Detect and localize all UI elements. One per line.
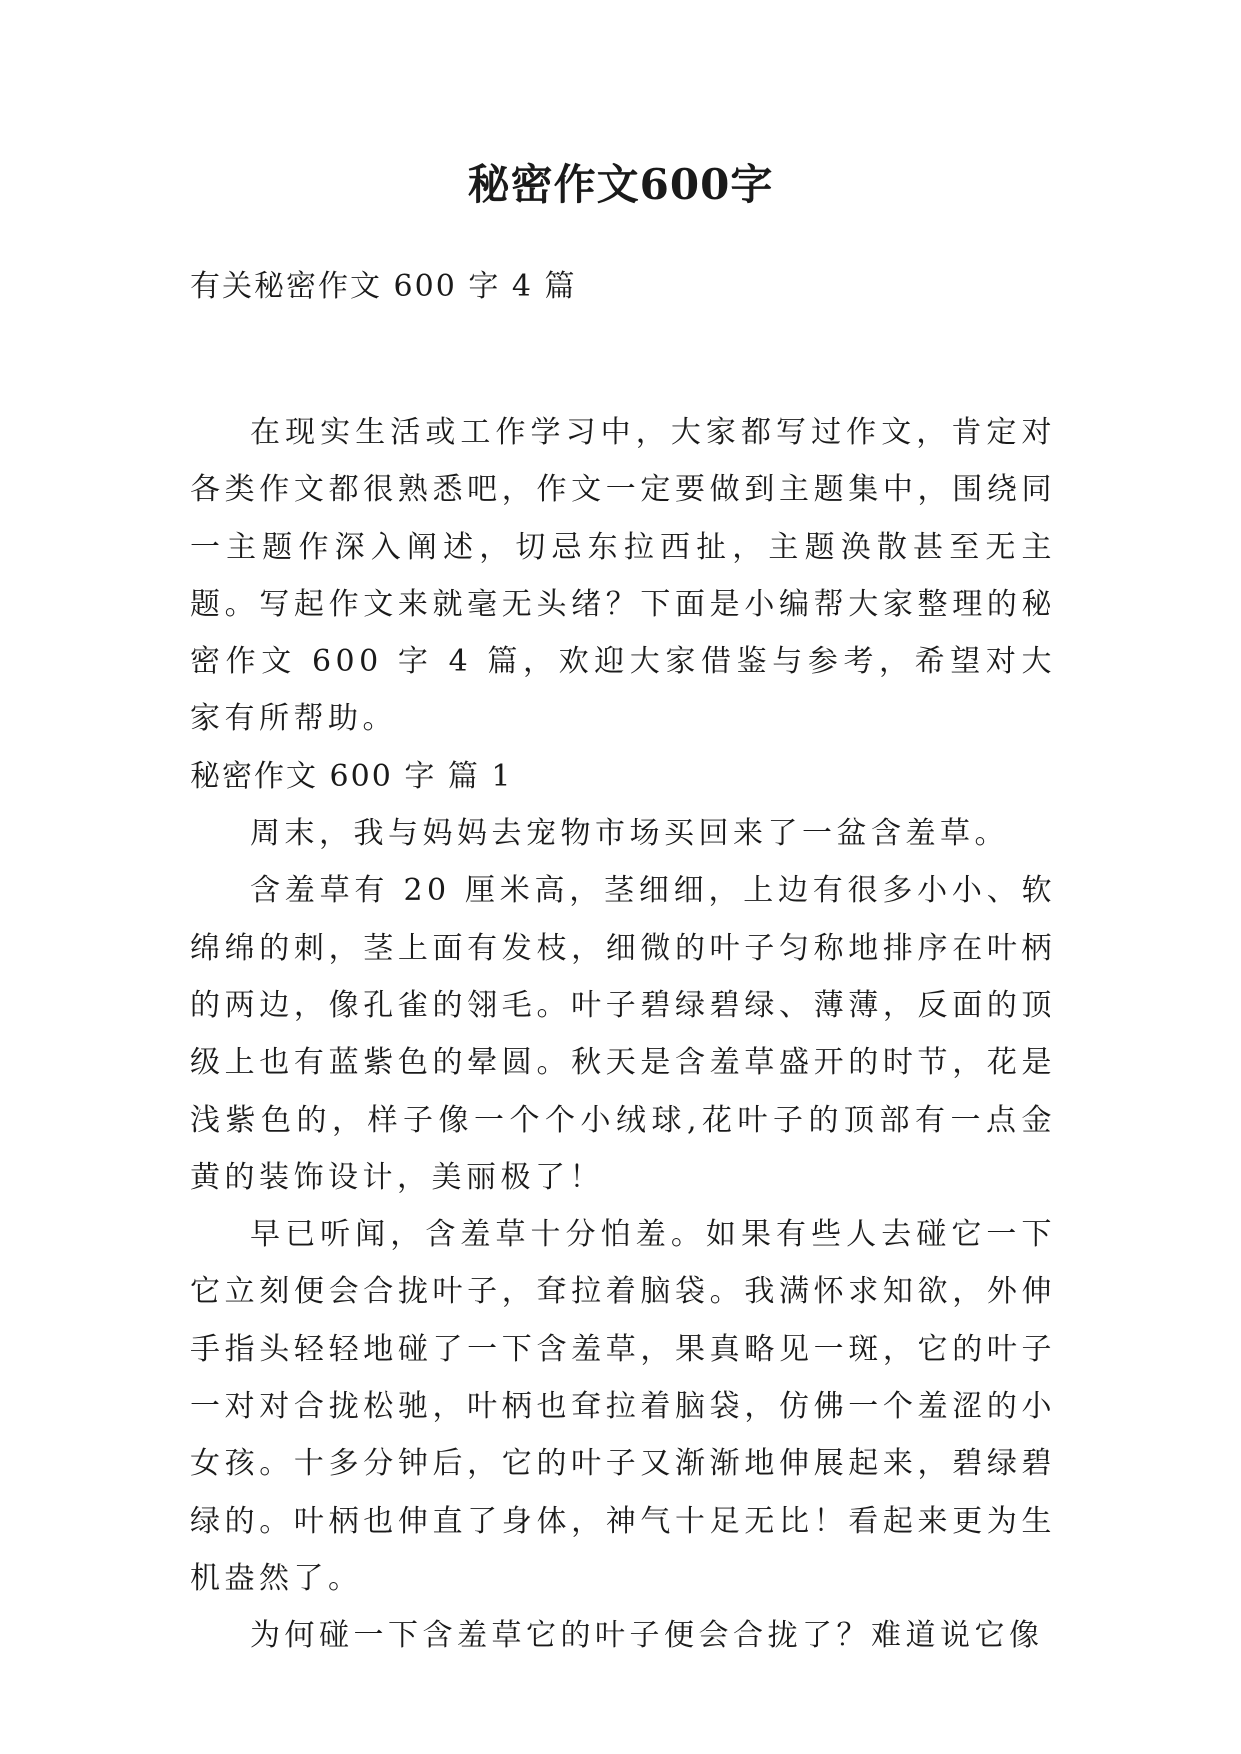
body-paragraph: 早已听闻，含羞草十分怕羞。如果有些人去碰它一下它立刻便会合拢叶子，耷拉着脑袋。我满怀求知欲，外伸手指头轻轻地碰了一下含羞草，果真略见一斑，它的叶子一对对合拢松驰，叶柄也耷拉着脑袋，仿佛一个羞涩的小女孩。十多分钟后，它的叶子又渐渐地伸展起来，碧绿碧绿的。叶柄也伸直了身体，神气十足无比！看起来更为生机盎然了。 <box>190 1217 1056 1596</box>
body-paragraph: 含羞草有 20 厘米高，茎细细，上边有很多小小、软绵绵的刺，茎上面有发枝，细微的叶子匀称地排序在叶柄的两边，像孔雀的翎毛。叶子碧绿碧绿、薄薄，反面的顶级上也有蓝紫色的晕圆。秋天是含羞草盛开的时节，花是浅紫色的，样子像一个个小绒球,花叶子的顶部有一点金黄的装饰设计，美丽极了！ <box>190 873 1056 1195</box>
body-paragraph: 为何碰一下含羞草它的叶子便会合拢了？难道说它像 <box>250 1618 1044 1654</box>
document-title: 秘密作文600字 <box>467 160 774 209</box>
body-paragraph: 周末，我与妈妈去宠物市场买回来了一盆含羞草。 <box>250 816 1009 852</box>
document-subtitle: 有关秘密作文 600 字 4 篇 <box>190 269 577 304</box>
intro-paragraph: 在现实生活或工作学习中，大家都写过作文，肯定对各类作文都很熟悉吧，作文一定要做到主题集中，围绕同一主题作深入阐述，切忌东拉西扯，主题涣散甚至无主题。写起作文来就毫无头绪？下面是小编帮大家整理的秘密作文 600 字 4 篇，欢迎大家借鉴与参考，希望对大家有所帮助。 <box>190 415 1056 737</box>
section-heading: 秘密作文 600 字 篇 1 <box>190 758 513 794</box>
document-body <box>190 404 1056 1665</box>
